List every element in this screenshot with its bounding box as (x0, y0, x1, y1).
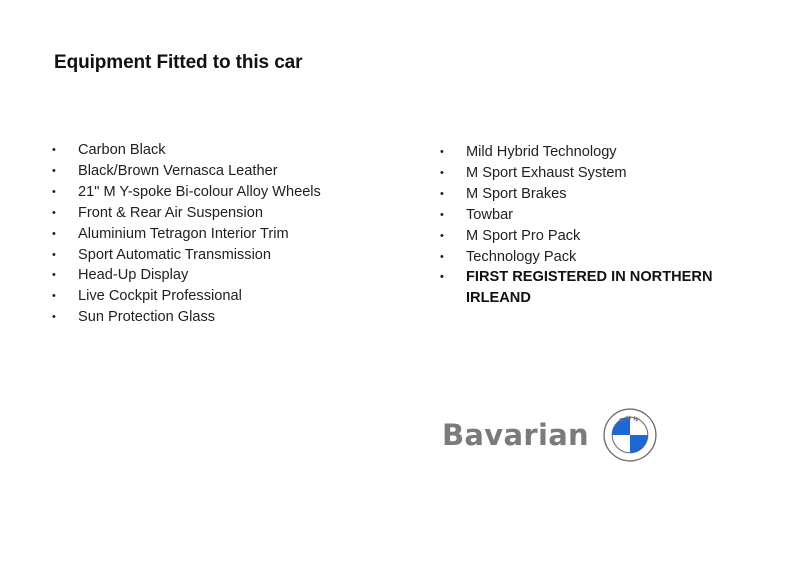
equipment-item-label: M Sport Exhaust System (466, 164, 627, 181)
equipment-item-label: Sun Protection Glass (78, 309, 216, 326)
equipment-item (440, 247, 740, 268)
equipment-item (52, 140, 392, 161)
equipment-item (440, 163, 740, 184)
equipment-item (52, 286, 392, 307)
equipment-item (52, 182, 392, 203)
equipment-list-left (52, 140, 392, 328)
equipment-item (52, 161, 392, 182)
equipment-item-label: Sport Automatic Transmission (78, 246, 272, 263)
bullet-icon: • (440, 250, 444, 263)
bullet-icon: • (440, 208, 444, 221)
equipment-item-label: Black/Brown Vernasca Leather (78, 162, 278, 179)
bullet-icon: • (440, 187, 444, 200)
bullet-icon: • (52, 164, 56, 177)
equipment-item-label: M Sport Pro Pack (466, 227, 581, 244)
bullet-icon: • (52, 269, 56, 282)
equipment-item-label: FIRST REGISTERED IN NORTHERN IRLEAND (466, 269, 713, 307)
equipment-item (440, 184, 740, 205)
page-title: Equipment Fitted to this car (54, 52, 303, 73)
dealer-name: Bavarian (442, 418, 590, 452)
bullet-icon: • (52, 206, 56, 219)
equipment-item (52, 265, 392, 286)
equipment-item-label: 21" M Y-spoke Bi-colour Alloy Wheels (78, 183, 321, 200)
equipment-item (440, 205, 740, 226)
dealer-logo (442, 408, 657, 462)
equipment-item-label: Technology Pack (466, 248, 577, 265)
equipment-item-label: Carbon Black (78, 142, 166, 158)
equipment-item-label: Towbar (466, 206, 514, 223)
equipment-item (52, 224, 392, 245)
bullet-icon: • (52, 144, 56, 156)
equipment-item-label: Aluminium Tetragon Interior Trim (78, 225, 289, 242)
roundel-letters: BMW (618, 415, 642, 425)
bullet-icon: • (52, 248, 56, 261)
equipment-item (440, 226, 740, 247)
bullet-icon: • (440, 166, 444, 179)
equipment-item (52, 203, 392, 224)
bullet-icon: • (440, 229, 444, 242)
bullet-icon: • (52, 185, 56, 198)
equipment-list-right (440, 142, 740, 309)
bullet-icon: • (52, 290, 56, 303)
equipment-item (440, 142, 740, 163)
bmw-roundel-icon (603, 408, 657, 462)
equipment-item (52, 245, 392, 266)
bullet-icon: • (440, 271, 444, 284)
equipment-item-label: Mild Hybrid Technology (466, 144, 617, 160)
bullet-icon: • (440, 146, 444, 158)
equipment-item (52, 307, 392, 328)
equipment-item-label: Head-Up Display (78, 267, 189, 284)
equipment-item-label: M Sport Brakes (466, 185, 567, 202)
equipment-item-label: Front & Rear Air Suspension (78, 204, 263, 221)
bullet-icon: • (52, 311, 56, 324)
equipment-item-label: Live Cockpit Professional (78, 288, 242, 305)
bullet-icon: • (52, 227, 56, 240)
equipment-item (440, 267, 740, 309)
